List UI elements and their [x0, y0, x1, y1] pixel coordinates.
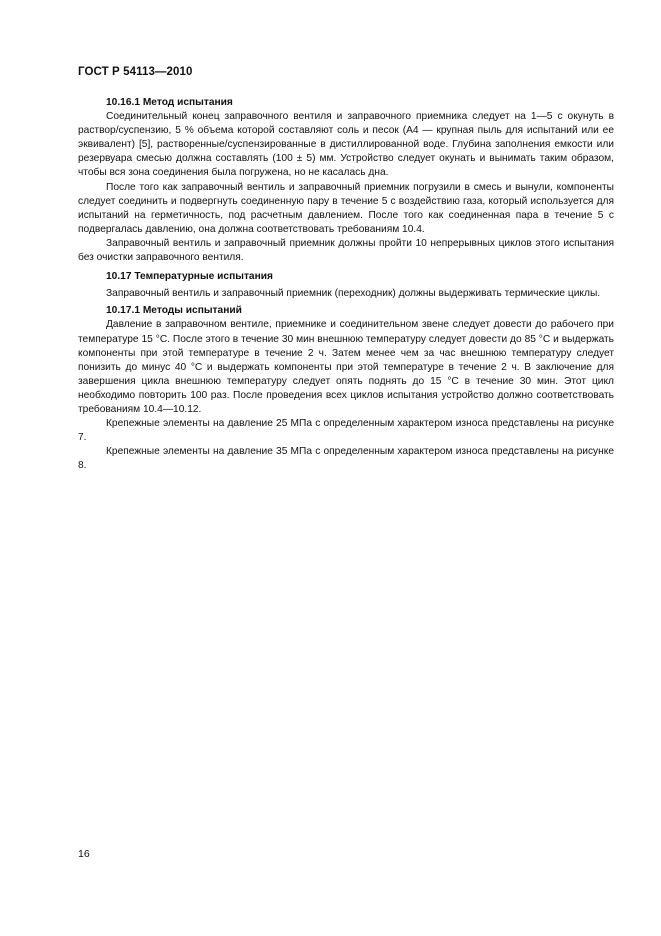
- section-heading-10-17-1: 10.17.1 Методы испытаний: [106, 305, 242, 317]
- paragraph: Заправочный вентиль и заправочный приемник должны пройти 10 непрерывных циклов этого испытания без очистки заправочного вентиля.: [78, 237, 614, 264]
- paragraph: Крепежные элементы на давление 35 МПа с определенным характером износа представлены на рисунке 8.: [78, 446, 614, 472]
- document-body: [78, 96, 614, 473]
- paragraph: Соединительный конец заправочного вентиля и заправочного приемника следует на 1—5 с окунуть в раствор/суспензию, 5 % объема которой составляют соль и песок (А4 — крупная пыль для испытаний или ее эквивалент) [5], растворенные/суспензированные в дистиллированной воде. Глубина заполнения емкости или резервуара смесью должна составлять (100 ± 5) мм. Устройство следует окунать и вынимать таким образом, чтобы вся зона соединения была погружена, но не касалась дна.: [78, 111, 614, 179]
- standard-designation: ГОСТ Р 54113—2010: [78, 66, 193, 78]
- section-heading-10-16-1: 10.16.1 Метод испытания: [106, 97, 233, 108]
- page-number: 16: [78, 848, 90, 860]
- paragraph: Заправочный вентиль и заправочный приемник (переходник) должны выдерживать термические циклы.: [106, 288, 601, 300]
- section-heading-10-17: 10.17 Температурные испытания: [106, 271, 273, 283]
- paragraph: После того как заправочный вентиль и заправочный приемник погрузили в смесь и вынули, компоненты следует соединить и подвергнуть соединенную пару в течение 5 с воздействию газа, который используется для испытаний на герметичность, под расчетным давлением. После того как соединенная пара в течение 5 с подвергалась давлению, она должна соответствовать требованиям 10.4.: [78, 181, 614, 235]
- paragraph: Давление в заправочном вентиле, приемнике и соединительном звене следует довести до рабочего при температуре 15 °С. После этого в течение 30 мин внешнюю температуру следует довести до 85 °С и выдержать компоненты при этой температуре в течение 2 ч. Затем менее чем за час внешнюю температуру следует понизить до минус 40 °С и выдержать компоненты при этой температуре в течение 2 ч. В заключение для завершения цикла внешнюю температуру следует опять поднять до 15 °С в течение 30 мин. Этот цикл необходимо повторить 100 раз. После проведения всех циклов испытания устройство должно соответствовать требованиям 10.4—10.12.: [78, 319, 614, 415]
- paragraph: Крепежные элементы на давление 25 МПа с определенным характером износа представлены на рисунке 7.: [78, 418, 614, 444]
